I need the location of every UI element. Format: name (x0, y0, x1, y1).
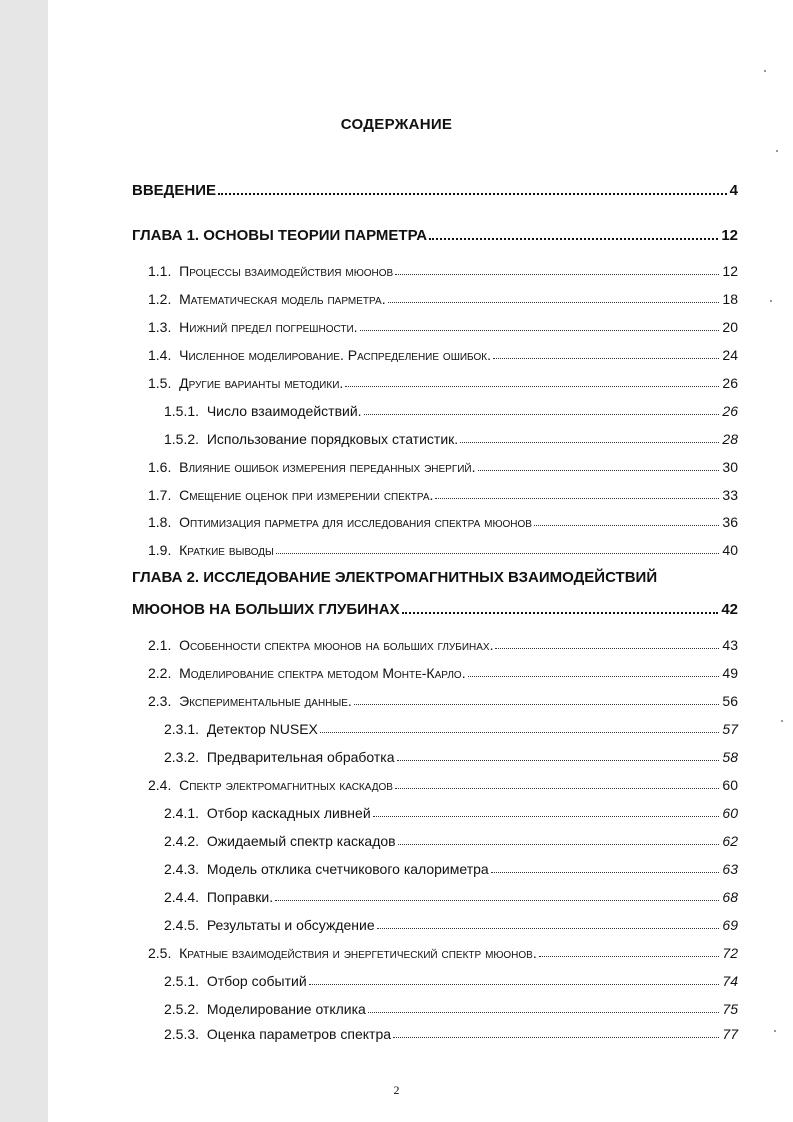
toc-entry-section[interactable] (148, 941, 738, 961)
section-number: 2.5.2. (164, 1001, 200, 1017)
scan-speck (776, 150, 778, 152)
dot-leader (393, 1036, 719, 1038)
section-number: 1.5. (148, 375, 172, 391)
section-number: 1.8. (148, 514, 172, 530)
toc-entry-label (164, 403, 362, 419)
toc-entry-subsection[interactable] (164, 969, 738, 989)
toc-entry-page: 12 (722, 263, 738, 279)
toc-entry-label (164, 721, 318, 737)
toc-entry-label (148, 319, 358, 335)
dot-leader (395, 273, 719, 275)
dot-leader (468, 675, 720, 677)
toc-entry-subsection[interactable] (164, 829, 738, 849)
toc-entry-label (148, 291, 386, 307)
toc-entry-page: 69 (722, 917, 738, 933)
toc-entry-label (148, 777, 393, 793)
toc-entry-page: 4 (729, 182, 738, 199)
section-number: 2.5. (148, 945, 172, 961)
section-number: 1.6. (148, 459, 172, 475)
toc-entry-chapter-2-line1[interactable]: ГЛАВА 2. ИССЛЕДОВАНИЕ ЭЛЕКТРОМАГНИТНЫХ ВЗАИМОДЕЙСТВИЙ (132, 569, 658, 586)
toc-entry-page: 43 (722, 637, 738, 653)
section-number: 1.3. (148, 319, 172, 335)
dot-leader (495, 647, 719, 649)
toc-entry-section[interactable] (148, 343, 738, 363)
scan-speck (781, 720, 783, 722)
toc-entry-section[interactable] (148, 371, 738, 391)
section-number: 1.7. (148, 487, 172, 503)
section-number: 1.9. (148, 542, 172, 558)
section-title: Поправки. (206, 889, 274, 905)
section-title: Экспериментальные данные. (179, 693, 352, 709)
toc-entry-page: 24 (722, 347, 738, 363)
section-number: 2.5.3. (164, 1026, 200, 1042)
toc-entry-page: 36 (722, 514, 738, 530)
section-number: 2.3.2. (164, 749, 200, 765)
dot-leader (402, 611, 719, 614)
section-title: Ожидаемый спектр каскадов (206, 833, 396, 849)
toc-entry-label (164, 1026, 391, 1042)
section-number: 1.5.2. (164, 431, 200, 447)
toc-entry-section[interactable] (148, 633, 738, 653)
toc-entry-page: 60 (722, 777, 738, 793)
section-title: Число взаимодействий. (206, 403, 362, 419)
scan-speck (770, 300, 772, 302)
dot-leader (460, 441, 719, 443)
toc-entry-page: 26 (722, 403, 738, 419)
toc-entry-label (164, 805, 371, 821)
dot-leader (354, 703, 720, 705)
toc-entry-subsection[interactable] (164, 1022, 738, 1042)
toc-entry-section[interactable] (148, 538, 738, 558)
section-number: 2.4.2. (164, 833, 200, 849)
section-number: 1.4. (148, 347, 172, 363)
toc-entry-label (148, 693, 352, 709)
section-number: 2.4. (148, 777, 172, 793)
toc-entry-subsection[interactable] (164, 745, 738, 765)
section-title: Влияние ошибок измерения переданных энергий. (179, 459, 476, 475)
section-number: 1.5.1. (164, 403, 200, 419)
dot-leader (360, 329, 720, 331)
section-number: 1.2. (148, 291, 172, 307)
toc-entry-page: 49 (722, 665, 738, 681)
section-title: Моделирование отклика (206, 1001, 366, 1017)
toc-entry-label (164, 917, 375, 933)
section-title: Спектр электромагнитных каскадов (179, 777, 393, 793)
dot-leader (368, 1011, 720, 1013)
toc-entry-introduction[interactable] (132, 179, 738, 199)
section-title: Другие варианты методики. (179, 375, 344, 391)
dot-leader (491, 871, 720, 873)
toc-title: СОДЕРЖАНИЕ (340, 116, 453, 133)
dot-leader (397, 759, 720, 761)
dot-leader (377, 927, 720, 929)
section-title: Отбор событий (206, 973, 307, 989)
dot-leader (309, 983, 720, 985)
toc-entry-label (164, 889, 273, 905)
toc-entry-label (164, 1001, 366, 1017)
toc-entry-section[interactable] (148, 287, 738, 307)
toc-entry-section[interactable] (148, 510, 738, 530)
toc-entry-section[interactable] (148, 455, 738, 475)
toc-entry-page: 26 (722, 375, 738, 391)
toc-entry-label: ГЛАВА 1. ОСНОВЫ ТЕОРИИ ПАРМЕТРА (132, 227, 428, 244)
dot-leader (345, 385, 719, 387)
section-title: Предварительная обработка (206, 749, 395, 765)
toc-entry-page: 60 (722, 805, 738, 821)
toc-entry-subsection[interactable] (164, 997, 738, 1017)
toc-entry-subsection[interactable] (164, 399, 738, 419)
toc-entry-label (148, 263, 393, 279)
section-title: Краткие выводы (179, 542, 274, 558)
toc-entry-page: 68 (722, 889, 738, 905)
scan-speck (774, 1030, 776, 1032)
toc-entry-page: 18 (722, 291, 738, 307)
toc-entry-label (164, 973, 307, 989)
dot-leader (539, 955, 720, 957)
toc-entry-subsection[interactable] (164, 913, 738, 933)
section-number: 2.4.3. (164, 861, 200, 877)
toc-entry-section[interactable] (148, 661, 738, 681)
scan-margin (0, 0, 48, 1122)
dot-leader (429, 237, 718, 240)
section-title: Детектор NUSEX (206, 721, 318, 737)
dot-leader (534, 524, 720, 526)
toc-entry-page: 12 (721, 227, 738, 244)
dot-leader (320, 731, 720, 733)
toc-entry-label (164, 833, 396, 849)
page-number: 2 (393, 1083, 400, 1097)
toc-entry-label (164, 749, 395, 765)
toc-entry-subsection[interactable] (164, 885, 738, 905)
section-title: Отбор каскадных ливней (206, 805, 371, 821)
toc-entry-page: 20 (722, 319, 738, 335)
section-number: 2.3.1. (164, 721, 200, 737)
toc-entry-section[interactable] (148, 259, 738, 279)
toc-entry-subsection[interactable] (164, 717, 738, 737)
section-title: Особенности спектра мюонов на больших глубинах. (179, 637, 494, 653)
section-title: Результаты и обсуждение (206, 917, 375, 933)
section-number: 2.4.4. (164, 889, 200, 905)
section-number: 2.5.1. (164, 973, 200, 989)
dot-leader (364, 413, 720, 415)
toc-entry-subsection[interactable] (164, 427, 738, 447)
toc-entry-page: 30 (722, 459, 738, 475)
toc-entry-page: 33 (722, 487, 738, 503)
dot-leader (276, 552, 720, 554)
toc-entry-section[interactable] (148, 689, 738, 709)
toc-entry-label: ВВЕДЕНИЕ (132, 182, 216, 199)
toc-entry-page: 57 (722, 721, 738, 737)
dot-leader (395, 787, 719, 789)
toc-entry-page: 77 (722, 1026, 738, 1042)
section-title: Математическая модель парметра. (179, 291, 386, 307)
toc-entry-page: 58 (722, 749, 738, 765)
toc-entry-section[interactable] (148, 773, 738, 793)
section-title: Процессы взаимодействия мюонов (179, 263, 394, 279)
toc-entry-label (148, 459, 476, 475)
toc-entry-label (148, 637, 493, 653)
section-title: Оценка параметров спектра (206, 1026, 392, 1042)
toc-entry-label (148, 514, 532, 530)
section-title: Смещение оценок при измерении спектра. (179, 487, 434, 503)
toc-entry-page: 63 (722, 861, 738, 877)
section-number: 2.4.1. (164, 805, 200, 821)
scan-speck (764, 70, 766, 72)
toc-entry-subsection[interactable] (164, 857, 738, 877)
toc-entry-page: 40 (722, 542, 738, 558)
section-title: Нижний предел погрешности. (179, 319, 358, 335)
toc-entry-page: 75 (722, 1001, 738, 1017)
toc-entry-page: 56 (722, 693, 738, 709)
section-title: Численное моделирование. Распределение ошибок. (179, 347, 491, 363)
toc-entry-label (148, 665, 466, 681)
toc-entry-label (148, 542, 274, 558)
dot-leader (478, 469, 720, 471)
toc-entry-chapter-2[interactable] (132, 598, 738, 618)
toc-entry-chapter-1[interactable] (132, 224, 738, 244)
dot-leader (373, 815, 720, 817)
toc-entry-section[interactable] (148, 483, 738, 503)
section-number: 2.1. (148, 637, 172, 653)
section-title: Использование порядковых статистик. (206, 431, 459, 447)
section-title: Кратные взаимодействия и энергетический спектр мюонов. (179, 945, 537, 961)
toc-entry-subsection[interactable] (164, 801, 738, 821)
section-number: 1.1. (148, 263, 172, 279)
toc-entry-label (148, 945, 537, 961)
toc-entry-page: 28 (722, 431, 738, 447)
dot-leader (435, 497, 719, 499)
toc-entry-label (148, 347, 491, 363)
dot-leader (398, 843, 720, 845)
section-number: 2.4.5. (164, 917, 200, 933)
toc-entry-label (164, 431, 458, 447)
section-number: 2.3. (148, 693, 172, 709)
section-title: Модель отклика счетчикового калориметра (206, 861, 489, 877)
section-title: Моделирование спектра методом Монте-Карло. (179, 665, 466, 681)
dot-leader (275, 899, 719, 901)
section-number: 2.2. (148, 665, 172, 681)
toc-entry-page: 42 (721, 601, 738, 618)
toc-entry-section[interactable] (148, 315, 738, 335)
dot-leader (388, 301, 720, 303)
dot-leader (218, 192, 727, 195)
section-title: Оптимизация парметра для исследования спектра мюонов (179, 514, 532, 530)
toc-entry-label (148, 375, 343, 391)
toc-entry-page: 62 (722, 833, 738, 849)
toc-entry-label (148, 487, 433, 503)
toc-entry-label (164, 861, 489, 877)
toc-entry-label: МЮОНОВ НА БОЛЬШИХ ГЛУБИНАХ (132, 601, 400, 618)
dot-leader (493, 357, 719, 359)
toc-entry-page: 72 (722, 945, 738, 961)
toc-entry-page: 74 (722, 973, 738, 989)
